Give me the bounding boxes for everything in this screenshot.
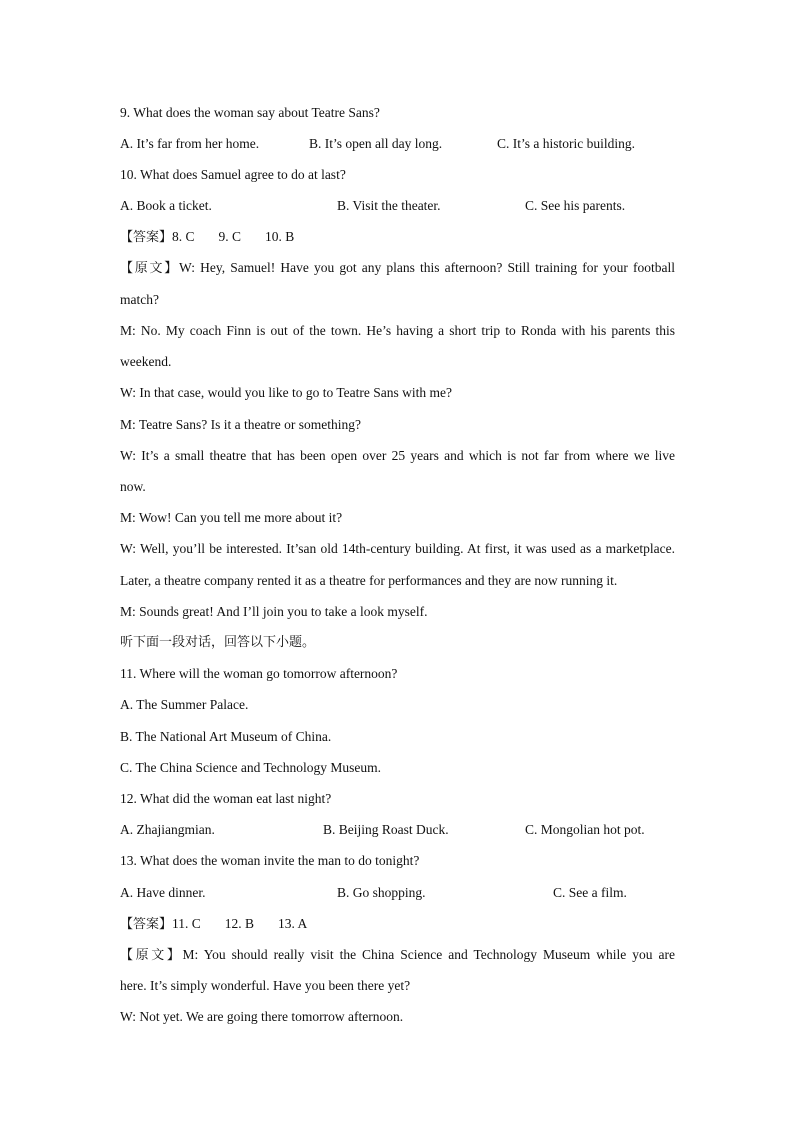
transcript-1-line: 【原文】W: Hey, Samuel! Have you got any plans this afternoon? Still training for your football bbox=[120, 260, 675, 276]
answer-label: 【答案】 bbox=[120, 917, 173, 932]
option-a: A. Have dinner. bbox=[120, 885, 206, 900]
transcript-1-line: W: Well, you’ll be interested. It’san old 14th-century building. At first, it was used as a marketplace. bbox=[120, 541, 675, 556]
option-c: C. It’s a historic building. bbox=[497, 136, 635, 151]
transcript-1-line: M: Teatre Sans? Is it a theatre or something? bbox=[120, 417, 361, 432]
transcript-label: 【原文】 bbox=[120, 948, 183, 963]
question-13: 13. What does the woman invite the man to do tonight? bbox=[120, 853, 420, 868]
answer-item: 12. B bbox=[224, 916, 255, 931]
option-a: A. The Summer Palace. bbox=[120, 697, 249, 712]
transcript-1-line: M: No. My coach Finn is out of the town. He’s having a short trip to Ronda with his parents this bbox=[120, 323, 675, 338]
transcript-2-line: here. It’s simply wonderful. Have you been there yet? bbox=[120, 978, 411, 993]
answer-key-2 bbox=[120, 915, 675, 934]
answer-label: 【答案】 bbox=[120, 230, 173, 245]
option-b: B. Go shopping. bbox=[337, 885, 426, 900]
transcript-1-line: M: Sounds great! And I’ll join you to take a look myself. bbox=[120, 604, 428, 619]
section-heading: 听下面一段对话，回答以下小题。 bbox=[120, 635, 316, 650]
option-a: A. It’s far from her home. bbox=[120, 136, 260, 151]
answer-item: 10. B bbox=[265, 229, 295, 244]
transcript-1-line: Later, a theatre company rented it as a theatre for performances and they are now running it. bbox=[120, 573, 618, 588]
option-b: B. Beijing Roast Duck. bbox=[323, 822, 449, 837]
answer-item: 9. C bbox=[218, 229, 242, 244]
option-b: B. Visit the theater. bbox=[337, 198, 441, 213]
option-a: A. Book a ticket. bbox=[120, 198, 212, 213]
option-b: B. It’s open all day long. bbox=[309, 136, 443, 151]
answer-key-1 bbox=[120, 228, 675, 247]
option-c: C. See a film. bbox=[553, 885, 627, 900]
transcript-1-line: W: In that case, would you like to go to Teatre Sans with me? bbox=[120, 385, 452, 400]
option-c: C. See his parents. bbox=[525, 198, 626, 213]
transcript-1-line: now. bbox=[120, 479, 146, 494]
answer-item: 13. A bbox=[278, 916, 308, 931]
option-c: C. The China Science and Technology Museum. bbox=[120, 760, 382, 775]
question-11: 11. Where will the woman go tomorrow afternoon? bbox=[120, 666, 398, 681]
transcript-2-line: 【原文】M: You should really visit the China Science and Technology Museum while you are bbox=[120, 947, 675, 963]
transcript-label: 【原文】 bbox=[120, 261, 180, 276]
transcript-1-line: M: Wow! Can you tell me more about it? bbox=[120, 510, 343, 525]
answer-item: 8. C bbox=[172, 229, 195, 244]
question-10: 10. What does Samuel agree to do at last? bbox=[120, 167, 346, 182]
transcript-1-line: W: It’s a small theatre that has been open over 25 years and which is not far from where we live bbox=[120, 448, 675, 463]
option-b: B. The National Art Museum of China. bbox=[120, 729, 332, 744]
option-a: A. Zhajiangmian. bbox=[120, 822, 215, 837]
transcript-2-line: W: Not yet. We are going there tomorrow afternoon. bbox=[120, 1009, 404, 1024]
question-12: 12. What did the woman eat last night? bbox=[120, 791, 332, 806]
question-9: 9. What does the woman say about Teatre Sans? bbox=[120, 105, 380, 120]
transcript-1-line: weekend. bbox=[120, 354, 172, 369]
answer-item: 11. C bbox=[172, 916, 201, 931]
option-c: C. Mongolian hot pot. bbox=[525, 822, 645, 837]
transcript-1-line: match? bbox=[120, 292, 159, 307]
